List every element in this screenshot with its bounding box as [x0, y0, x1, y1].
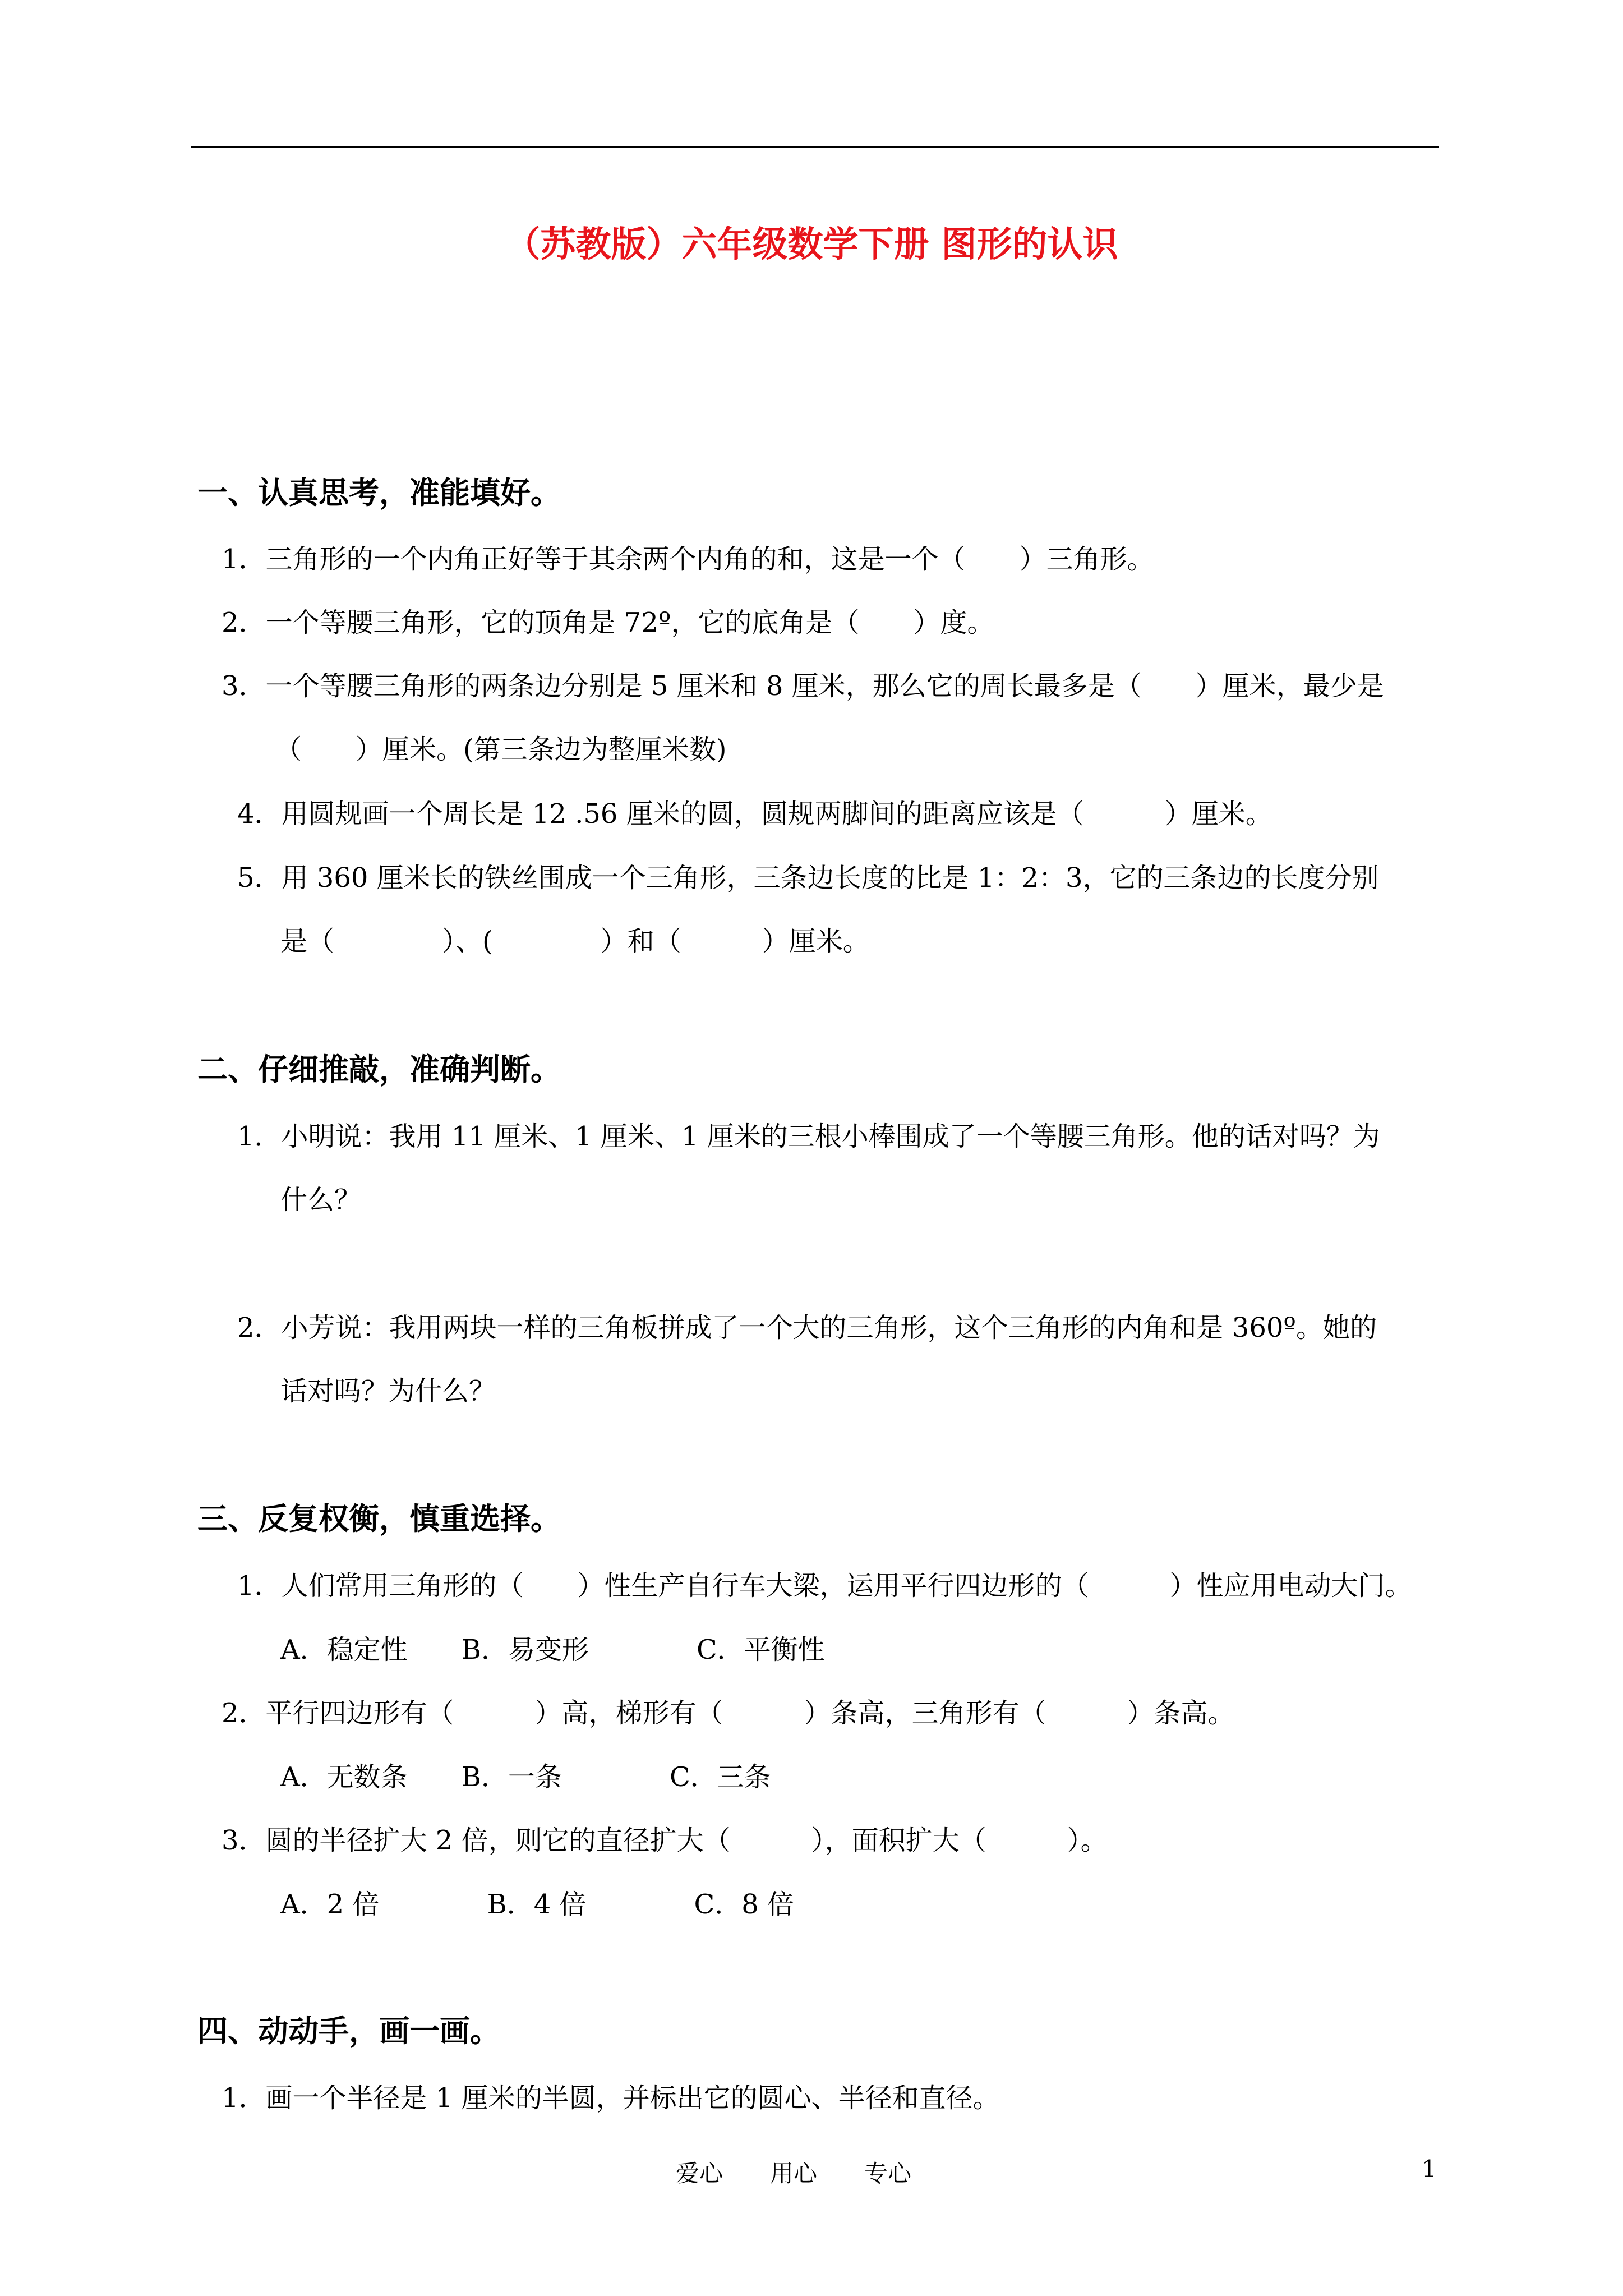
- section-1-heading: 一、认真思考，准能填好。: [197, 475, 561, 510]
- page-title: （苏教版）六年级数学下册 图形的认识: [505, 223, 1118, 265]
- s1-q3: 3．一个等腰三角形的两条边分别是 5 厘米和 8 厘米，那么它的周长最多是（ ）厘米，最少是: [222, 670, 1384, 702]
- section-2-heading: 二、仔细推敲，准确判断。: [197, 1051, 561, 1087]
- s1-q1: 1．三角形的一个内角正好等于其余两个内角的和，这是一个（ ）三角形。: [222, 544, 1154, 575]
- s4-q1: 1．画一个半径是 1 厘米的半圆，并标出它的圆心、半径和直径。: [222, 2082, 1000, 2114]
- s3-q3: 3．圆的半径扩大 2 倍，则它的直径扩大（ ），面积扩大（ ）。: [222, 1825, 1108, 1856]
- section-4-heading: 四、动动手，画一画。: [197, 2013, 500, 2049]
- s1-q5-cont: 是（ ）、( ）和（ ）厘米。: [280, 926, 870, 957]
- s2-q2: 2．小芳说：我用两块一样的三角板拼成了一个大的三角形，这个三角形的内角和是 360º。她的: [237, 1312, 1377, 1343]
- s2-q1: 1．小明说：我用 11 厘米、1 厘米、1 厘米的三根小棒围成了一个等腰三角形。他的话对吗？为: [237, 1121, 1380, 1152]
- s3-q1-options: A．稳定性 B．易变形 C．平衡性: [280, 1634, 825, 1665]
- section-3-heading: 三、反复权衡，慎重选择。: [197, 1501, 561, 1536]
- s3-q2: 2．平行四边形有（ ）高，梯形有（ ）条高，三角形有（ ）条高。: [222, 1697, 1235, 1729]
- s3-q1: 1．人们常用三角形的（ ）性生产自行车大梁，运用平行四边形的（ ）性应用电动大门。: [237, 1570, 1412, 1602]
- s3-q2-options: A．无数条 B．一条 C．三条: [280, 1761, 771, 1793]
- footer-motto: 爱心 用心 专心: [676, 2160, 912, 2187]
- s1-q2: 2．一个等腰三角形，它的顶角是 72º，它的底角是（ ）度。: [222, 607, 994, 638]
- s2-q2-cont: 话对吗？为什么？: [280, 1375, 496, 1407]
- s1-q4: 4．用圆规画一个周长是 12 .56 厘米的圆，圆规两脚间的距离应该是（ ）厘米。: [237, 798, 1272, 830]
- s2-q1-cont: 什么？: [280, 1184, 362, 1216]
- s1-q3-cont: （ ）厘米。(第三条边为整厘米数): [275, 734, 727, 765]
- page-number: 1: [1422, 2155, 1437, 2183]
- header-rule: [191, 146, 1439, 148]
- s1-q5: 5．用 360 厘米长的铁丝围成一个三角形，三条边长度的比是 1：2：3，它的三条边的长度分别: [237, 862, 1379, 894]
- s3-q3-options: A．2 倍 B．4 倍 C．8 倍: [280, 1889, 795, 1920]
